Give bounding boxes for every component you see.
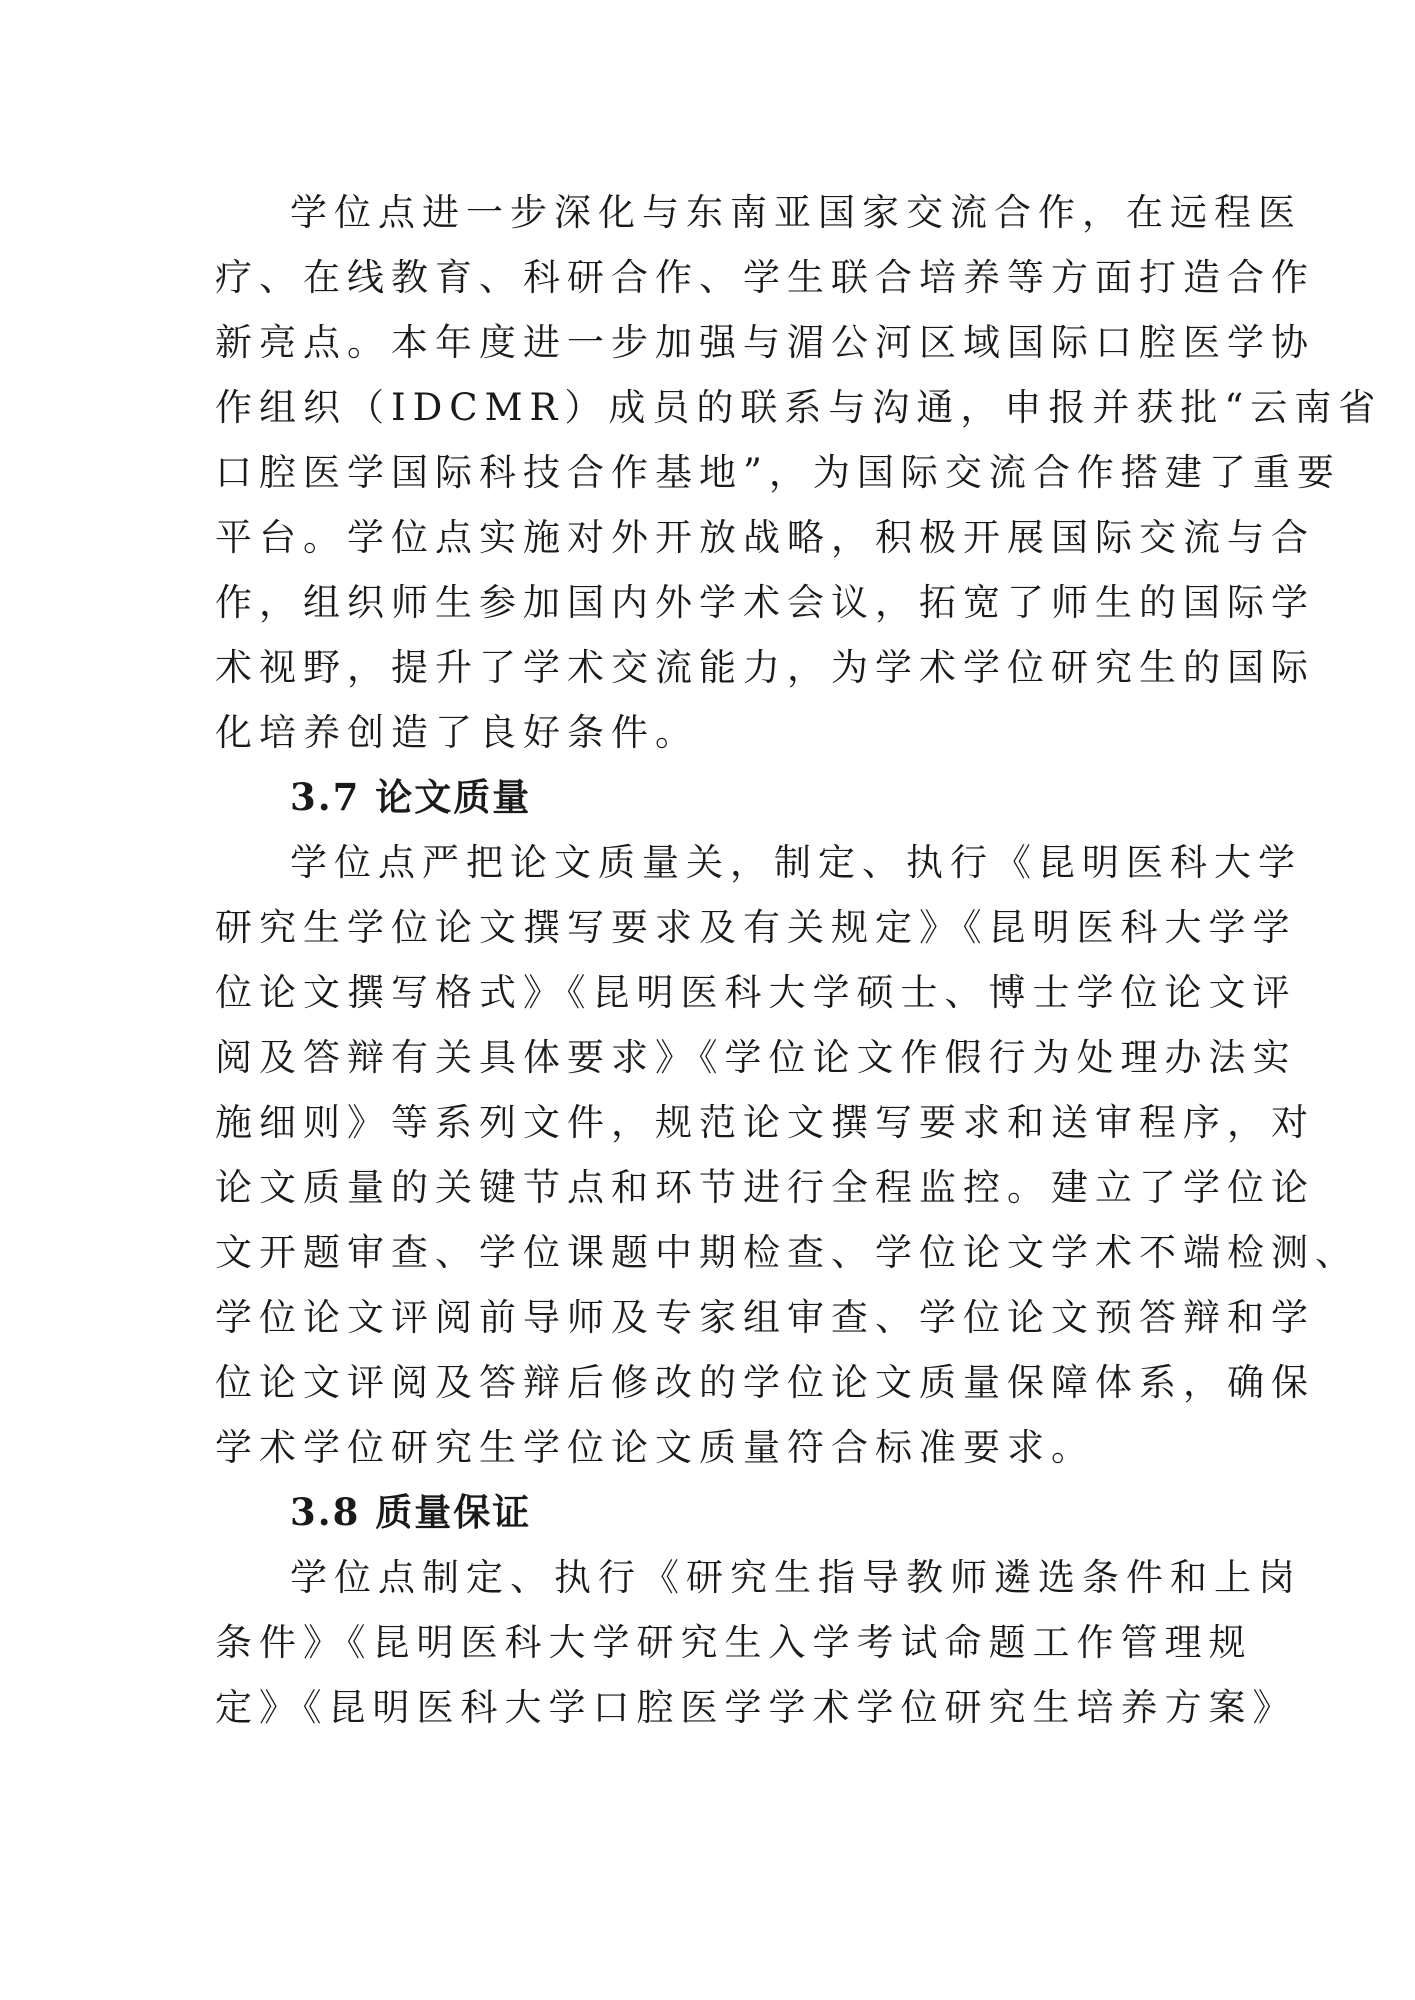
text-line: 学位点制定、执行《研究生指导教师遴选条件和上岗 (290, 1556, 1302, 1599)
document-body (215, 180, 1383, 1740)
text-line: 阅及答辩有关具体要求》《学位论文作假行为处理办法实 (215, 1036, 1297, 1079)
text-line: 条件》《昆明医科大学研究生入学考试命题工作管理规 (215, 1621, 1253, 1664)
text-line: 位论文评阅及答辩后修改的学位论文质量保障体系，确保 (215, 1361, 1315, 1404)
paragraph-international-cooperation (215, 180, 1383, 765)
section-heading-thesis-quality: 3.7 论文质量 (290, 775, 532, 819)
text-line: 位论文撰写格式》《昆明医科大学硕士、博士学位论文评 (215, 971, 1297, 1014)
text-line: 研究生学位论文撰写要求及有关规定》《昆明医科大学学 (215, 906, 1297, 949)
text-line: 学术学位研究生学位论文质量符合标准要求。 (215, 1426, 1095, 1469)
text-line: 施细则》等系列文件，规范论文撰写要求和送审程序，对 (215, 1101, 1315, 1144)
text-line: 学位点严把论文质量关，制定、执行《昆明医科大学 (290, 841, 1302, 884)
text-line: 定》《昆明医科大学口腔医学学术学位研究生培养方案》 (215, 1686, 1297, 1729)
text-line: 口腔医学国际科技合作基地”，为国际交流合作搭建了重要 (215, 451, 1341, 494)
text-line: 作，组织师生参加国内外学术会议，拓宽了师生的国际学 (215, 581, 1315, 624)
text-line: 学位论文评阅前导师及专家组审查、学位论文预答辩和学 (215, 1296, 1315, 1339)
paragraph-thesis-quality (215, 830, 1359, 1480)
text-line: 论文质量的关键节点和环节进行全程监控。建立了学位论 (215, 1166, 1315, 1209)
text-line: 疗、在线教育、科研合作、学生联合培养等方面打造合作 (215, 256, 1315, 299)
section-heading-quality-assurance: 3.8 质量保证 (290, 1490, 532, 1534)
text-line: 作组织（IDCMR）成员的联系与沟通，申报并获批“云南省 (215, 386, 1383, 429)
text-line: 术视野，提升了学术交流能力，为学术学位研究生的国际 (215, 646, 1315, 689)
text-line: 化培养创造了良好条件。 (215, 711, 699, 754)
paragraph-quality-assurance (215, 1545, 1302, 1740)
text-line: 平台。学位点实施对外开放战略，积极开展国际交流与合 (215, 516, 1315, 559)
text-line: 学位点进一步深化与东南亚国家交流合作，在远程医 (290, 191, 1302, 234)
text-line: 新亮点。本年度进一步加强与湄公河区域国际口腔医学协 (215, 321, 1315, 364)
text-line: 文开题审查、学位课题中期检查、学位论文学术不端检测、 (215, 1231, 1359, 1274)
